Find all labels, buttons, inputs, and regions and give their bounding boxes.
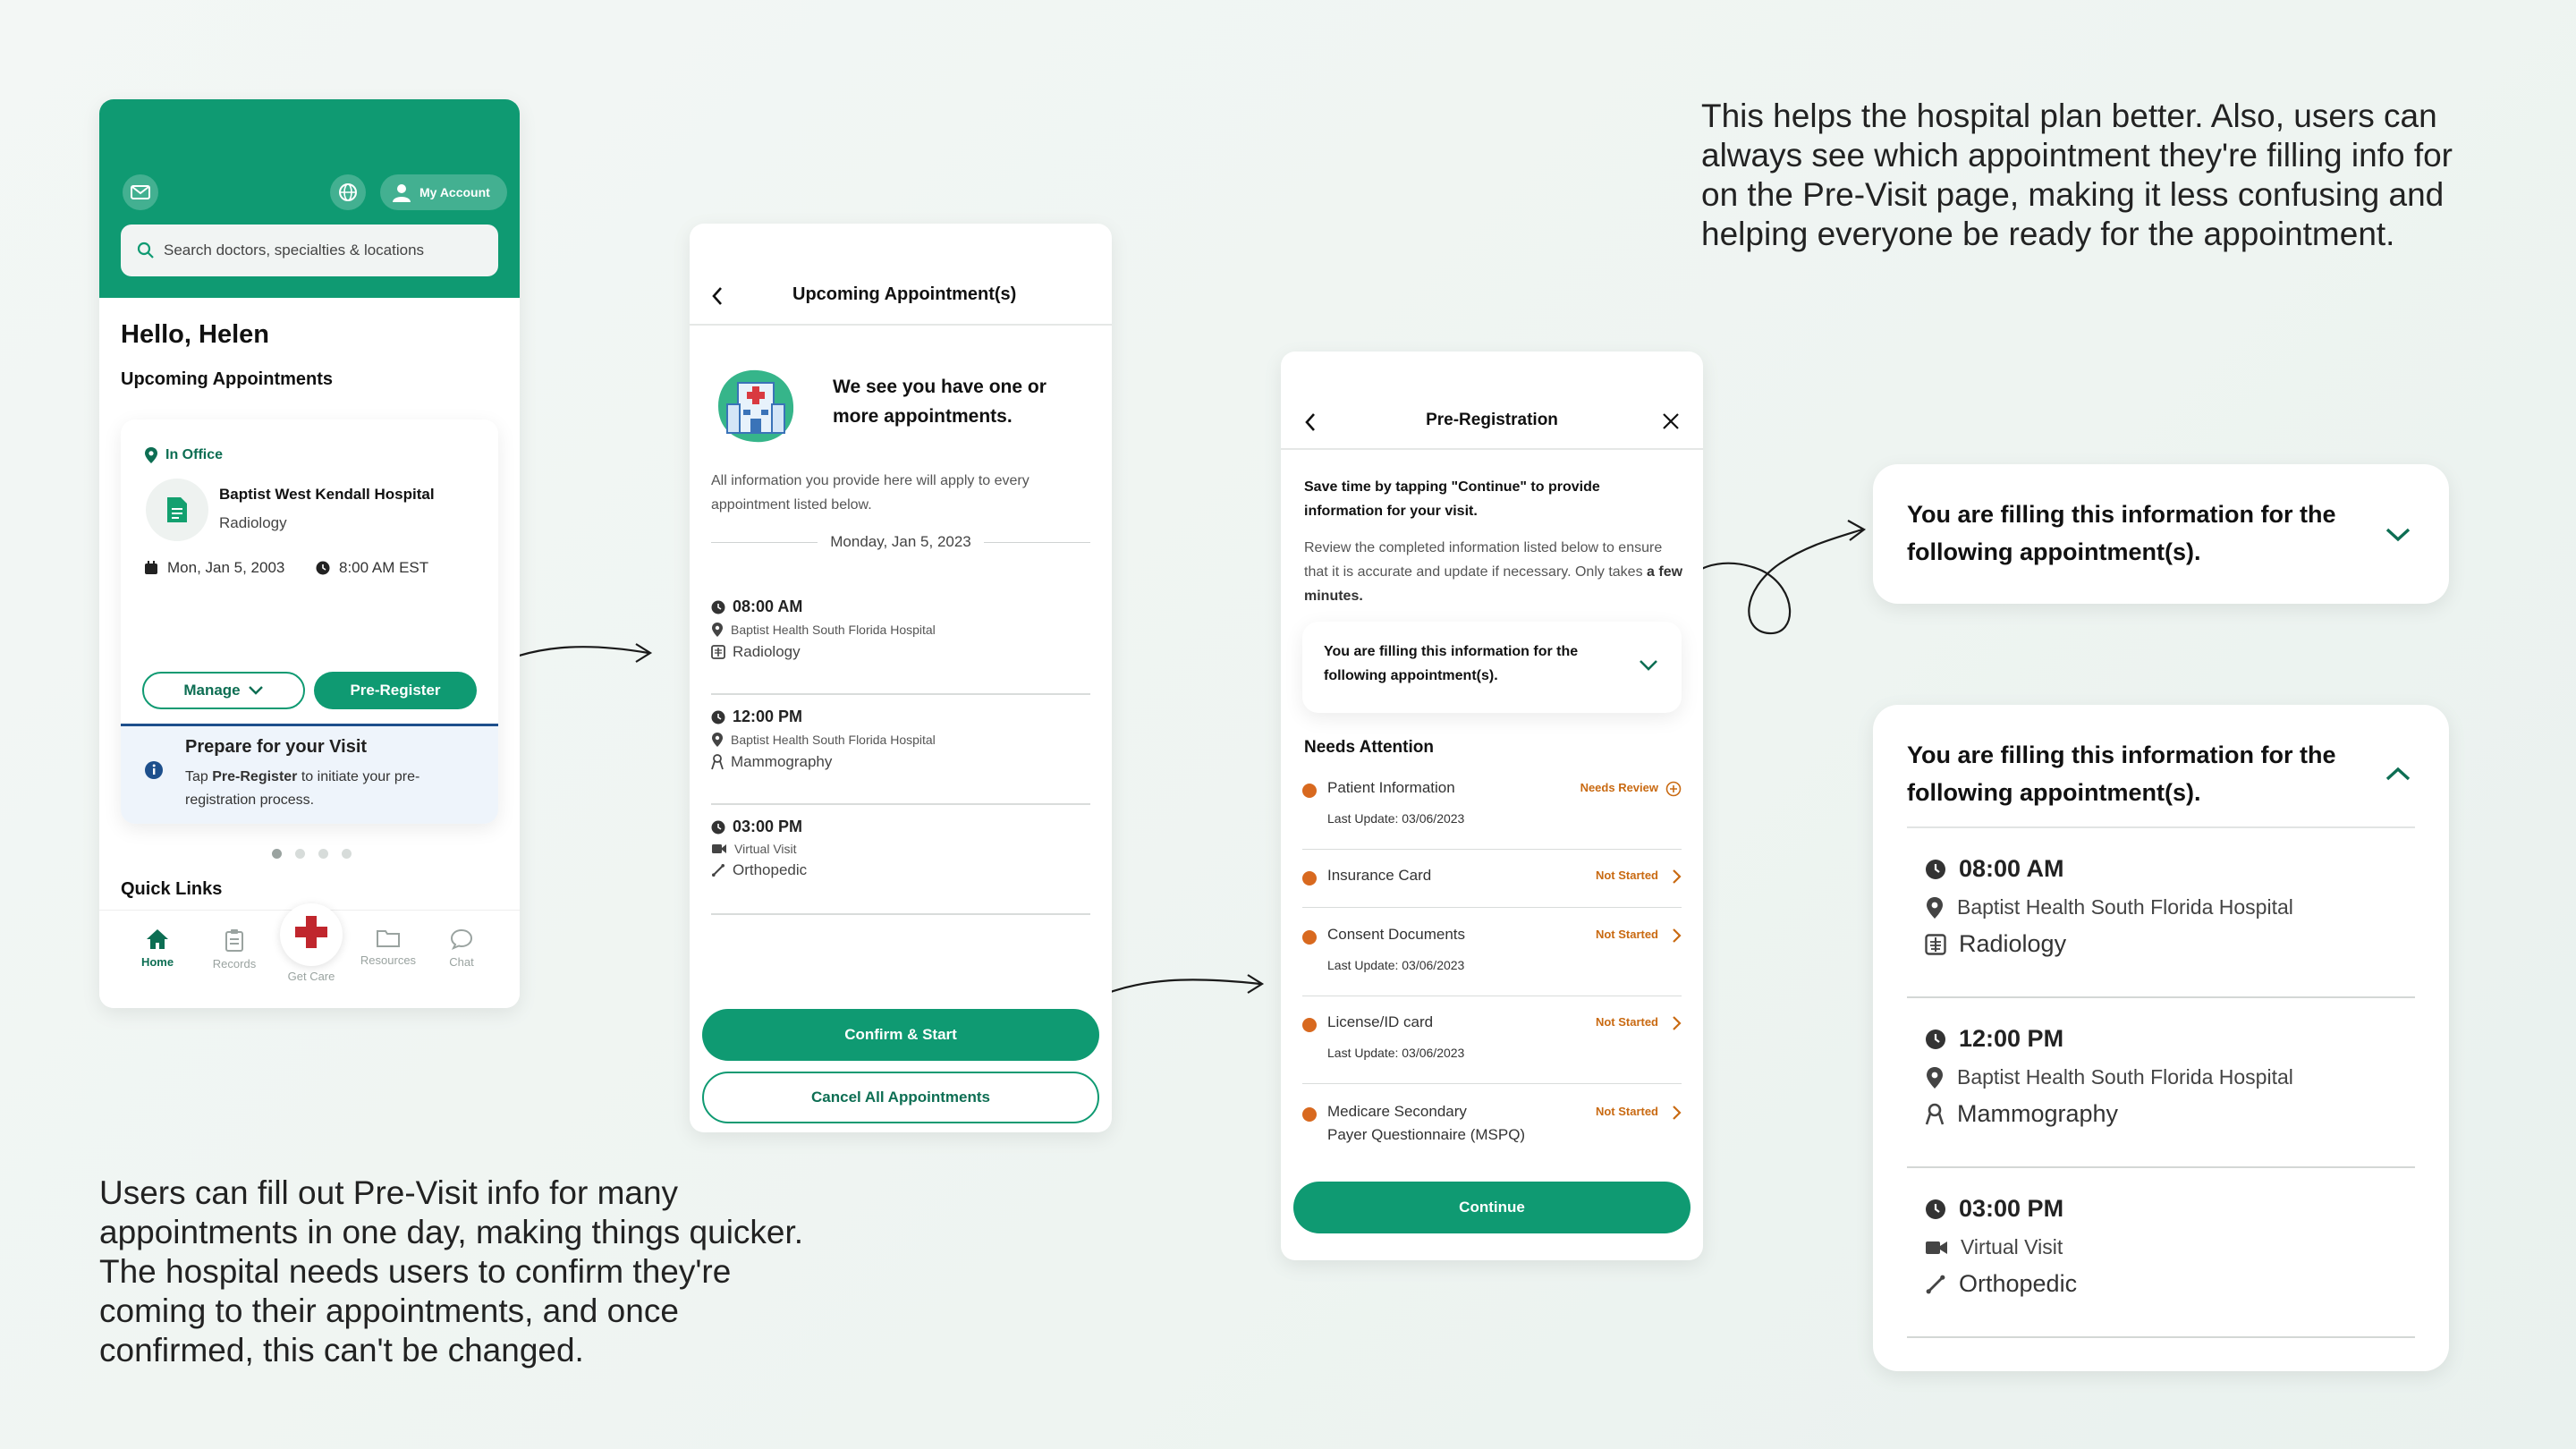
clock-icon: [316, 561, 330, 575]
location-type: [144, 446, 223, 464]
pre-registration-screen: [1281, 352, 1703, 1260]
task-title: License/ID card: [1327, 1013, 1434, 1030]
divider: [711, 803, 1090, 805]
appointment-department: Mammography: [711, 753, 1090, 771]
chat-bubble-icon: [450, 928, 473, 950]
appointment-time: 12:00 PM: [711, 708, 1090, 726]
bone-icon: [1925, 1274, 1946, 1295]
pre-register-label: Pre-Register: [350, 682, 441, 699]
home-icon: [146, 928, 169, 950]
task-last-update: Last Update: 03/06/2023: [1327, 811, 1465, 826]
prereg-title: Pre-Registration: [1426, 411, 1558, 429]
tab-get-care[interactable]: [273, 903, 350, 983]
chevron-right-icon: [1671, 928, 1682, 944]
clock-icon: [1925, 1029, 1946, 1050]
upcoming-heading: Upcoming Appointments: [121, 369, 334, 389]
location-pin-icon: [1925, 896, 1945, 919]
task-medicare-questionnaire[interactable]: [1302, 1103, 1682, 1157]
task-title: Insurance Card: [1327, 867, 1432, 884]
appointment-item: [711, 597, 1090, 661]
close-icon[interactable]: [1662, 412, 1680, 430]
task-title: Medicare Secondary: [1327, 1103, 1467, 1120]
divider: [1302, 849, 1682, 850]
prepare-title: Prepare for your Visit: [185, 737, 368, 757]
appointment-department: Mammography: [1925, 1100, 2390, 1128]
xray-icon: [1925, 934, 1946, 955]
status-dot: [1302, 1107, 1317, 1122]
intro-text: All information you provide here will apply to every appointment listed below.: [711, 473, 1030, 513]
hospital-building-icon: [711, 360, 801, 449]
chevron-down-icon: [1639, 659, 1658, 672]
my-account-button[interactable]: [380, 174, 507, 210]
manage-label: Manage: [183, 682, 241, 699]
divider: [711, 693, 1090, 695]
task-insurance-card[interactable]: [1302, 867, 1682, 894]
divider: [1302, 907, 1682, 908]
appointment-date-label: Mon, Jan 5, 2003: [167, 559, 285, 576]
divider: [1907, 996, 2415, 998]
carousel-dot[interactable]: [342, 849, 352, 859]
add-circle-icon: [1665, 781, 1682, 797]
intro-title: We see you have one or more appointments.: [833, 377, 1046, 427]
annotation-bottom-left: Users can fill out Pre-Visit info for many appointments in one day, making things quicker. The hospital needs users to confirm they're coming to their appointments, and once confirmed, this can't be changed.: [99, 1174, 804, 1368]
folder-icon: [377, 928, 400, 948]
quick-links-heading: Quick Links: [121, 879, 223, 899]
clock-icon: [1925, 1199, 1946, 1220]
appointment-location: Baptist Health South Florida Hospital: [1925, 1065, 2390, 1089]
tab-home[interactable]: [119, 928, 196, 969]
my-account-label: My Account: [419, 185, 490, 199]
task-status: Not Started: [1595, 1015, 1658, 1029]
task-license-id-card[interactable]: [1302, 1013, 1682, 1076]
appointment-location: Baptist Health South Florida Hospital: [711, 732, 1090, 748]
clock-icon: [711, 710, 725, 724]
date-divider: [711, 533, 1090, 551]
pre-register-button[interactable]: [314, 672, 477, 709]
xray-icon: [711, 645, 725, 659]
appointment-time: 12:00 PM: [1925, 1025, 2390, 1053]
search-input[interactable]: [121, 225, 498, 276]
appointment-item: [1925, 1195, 2390, 1298]
tab-resources[interactable]: [350, 928, 427, 967]
chevron-right-icon: [1671, 869, 1682, 885]
calendar-icon: [144, 561, 158, 575]
search-icon: [137, 242, 155, 259]
needs-attention-heading: Needs Attention: [1304, 738, 1434, 757]
appointment-location: Virtual Visit: [711, 842, 1090, 856]
task-consent-documents[interactable]: [1302, 926, 1682, 988]
chevron-right-icon: [1671, 1105, 1682, 1121]
filling-for-title: You are filling this information for the following appointment(s).: [1907, 501, 2336, 565]
appointment-card[interactable]: [121, 419, 498, 824]
tab-chat-label: Chat: [449, 955, 474, 969]
appointment-location: Baptist Health South Florida Hospital: [1925, 895, 2390, 919]
globe-icon[interactable]: [330, 174, 366, 210]
status-dot: [1302, 871, 1317, 886]
filling-for-title: You are filling this information for the following appointment(s).: [1907, 741, 2336, 806]
confirm-start-label: Confirm & Start: [844, 1026, 957, 1043]
filling-for-card-expanded: [1873, 705, 2449, 1371]
tab-chat[interactable]: [423, 928, 500, 969]
date-label: Monday, Jan 5, 2023: [830, 533, 971, 550]
greeting: Hello, Helen: [121, 320, 269, 349]
video-camera-icon: [1925, 1239, 1948, 1257]
annotation-top-right: This helps the hospital plan better. Also, users can always see which appointment they're filling info for on the Pre-Visit page, making it less confusing and helping everyone be ready for the appointment.: [1701, 97, 2453, 252]
chevron-right-icon: [1671, 1015, 1682, 1031]
info-icon: [144, 760, 164, 780]
user-icon: [391, 182, 412, 203]
status-dot: [1302, 784, 1317, 798]
video-camera-icon: [711, 843, 727, 855]
appointment-item: [711, 708, 1090, 771]
prereg-lead: Save time by tapping "Continue" to provide information for your visit.: [1304, 479, 1600, 519]
clock-icon: [711, 600, 725, 614]
ribbon-icon: [711, 754, 724, 770]
appointment-location: Baptist Health South Florida Hospital: [711, 622, 1090, 638]
chevron-down-icon: [2385, 527, 2411, 543]
filling-for-dropdown[interactable]: [1302, 622, 1682, 713]
clipboard-icon: [225, 928, 244, 952]
red-cross-icon: [280, 903, 343, 966]
carousel-dot-active[interactable]: [272, 849, 282, 859]
document-icon: [146, 479, 208, 541]
ribbon-icon: [1925, 1103, 1945, 1126]
appointment-item: [711, 818, 1090, 879]
arrow-upcoming-to-prereg: [1087, 957, 1266, 1029]
divider: [1302, 1083, 1682, 1084]
prepare-text: Tap Pre-Register to initiate your pre-registration process.: [185, 769, 420, 808]
task-title-line2: Payer Questionnaire (MSPQ): [1327, 1126, 1526, 1143]
appointment-department: Orthopedic: [1925, 1270, 2390, 1298]
task-title: Consent Documents: [1327, 926, 1466, 943]
divider: [711, 913, 1090, 915]
back-chevron-icon[interactable]: [711, 286, 724, 306]
home-screen: [99, 99, 520, 1008]
location-pin-icon: [711, 732, 724, 748]
filling-for-card-collapsed[interactable]: [1873, 464, 2449, 604]
task-title: Patient Information: [1327, 779, 1455, 796]
appointment-date: [144, 559, 284, 577]
tab-get-care-label: Get Care: [287, 970, 335, 983]
tab-home-label: Home: [140, 955, 174, 969]
mail-icon[interactable]: [123, 174, 158, 210]
task-status: Needs Review: [1580, 781, 1658, 794]
pre-register-bold: Pre-Register: [212, 769, 298, 784]
filling-for-title: You are filling this information for the following appointment(s).: [1324, 644, 1579, 683]
carousel-dot[interactable]: [318, 849, 328, 859]
task-status: Not Started: [1595, 928, 1658, 941]
home-header: [99, 99, 520, 298]
appointment-time-label: 8:00 AM EST: [339, 559, 429, 576]
chevron-up-icon[interactable]: [2385, 766, 2411, 782]
divider: [1907, 1166, 2415, 1168]
appointment-time: 08:00 AM: [711, 597, 1090, 616]
task-last-update: Last Update: 03/06/2023: [1327, 1046, 1465, 1060]
prereg-review-text: Review the completed information listed below to ensure that it is accurate and update if necessary. Only takes a few minutes.: [1304, 540, 1683, 604]
status-dot: [1302, 930, 1317, 945]
continue-button[interactable]: [1293, 1182, 1690, 1233]
tab-records-label: Records: [212, 957, 257, 970]
location-pin-icon: [711, 622, 724, 638]
divider: [1907, 1336, 2415, 1338]
manage-button[interactable]: [142, 672, 305, 709]
location-pin-icon: [144, 446, 158, 464]
appointment-department: Radiology: [711, 643, 1090, 661]
appointment-department: Orthopedic: [711, 861, 1090, 879]
task-status: Not Started: [1595, 1105, 1658, 1118]
tab-bar: [99, 910, 520, 1008]
cancel-all-label: Cancel All Appointments: [811, 1089, 990, 1106]
clock-icon: [711, 820, 725, 835]
prepare-visit-banner: [121, 724, 498, 824]
status-dot: [1302, 1018, 1317, 1032]
task-last-update: Last Update: 03/06/2023: [1327, 958, 1465, 972]
department-name: Radiology: [219, 514, 287, 531]
appointment-department: Radiology: [1925, 930, 2390, 958]
continue-label: Continue: [1459, 1199, 1525, 1216]
upcoming-appointments-screen: [690, 224, 1112, 1132]
search-placeholder: Search doctors, specialties & locations: [164, 242, 425, 258]
confirm-start-button[interactable]: [702, 1009, 1099, 1061]
divider: [1907, 826, 2415, 828]
location-type-label: In Office: [165, 447, 224, 462]
carousel-dots[interactable]: [272, 847, 365, 863]
task-status: Not Started: [1595, 869, 1658, 882]
chevron-down-icon: [248, 685, 264, 696]
clock-icon: [1925, 859, 1946, 880]
tab-resources-label: Resources: [360, 953, 417, 967]
carousel-dot[interactable]: [295, 849, 305, 859]
bone-icon: [711, 863, 725, 877]
appointment-location: Virtual Visit: [1925, 1235, 2390, 1259]
prereg-header: [1281, 352, 1703, 450]
appointment-item: [1925, 855, 2390, 958]
task-patient-information[interactable]: [1302, 779, 1682, 842]
appointment-time: 08:00 AM: [1925, 855, 2390, 883]
cancel-all-button[interactable]: [702, 1072, 1099, 1123]
hospital-name: Baptist West Kendall Hospital: [219, 486, 435, 503]
tab-records[interactable]: [196, 928, 273, 970]
appointment-time: 03:00 PM: [1925, 1195, 2390, 1223]
upcoming-header: [690, 224, 1112, 326]
appointment-time: 03:00 PM: [711, 818, 1090, 836]
location-pin-icon: [1925, 1066, 1945, 1089]
appointment-time: [316, 559, 428, 577]
upcoming-title: Upcoming Appointment(s): [792, 284, 1017, 304]
appointment-item: [1925, 1025, 2390, 1128]
